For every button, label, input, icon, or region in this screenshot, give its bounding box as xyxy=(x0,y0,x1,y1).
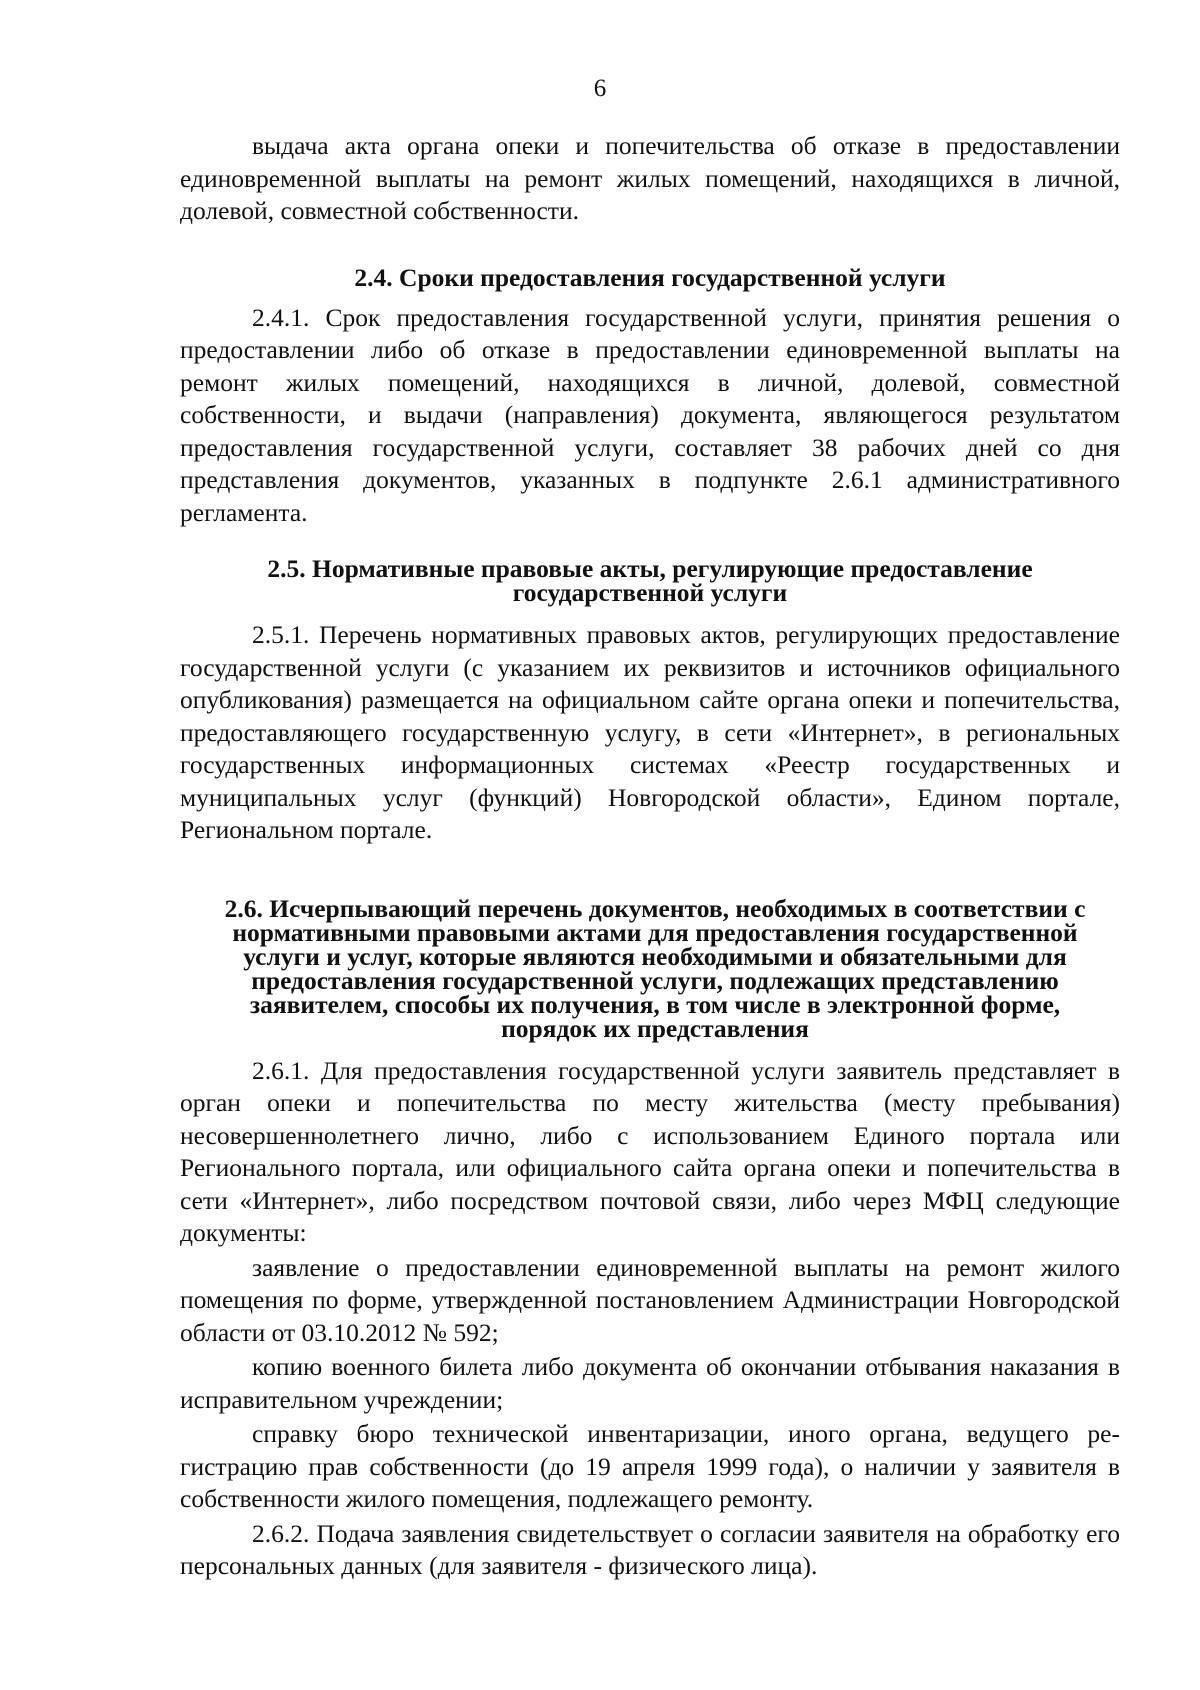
list-item-military-id: копию военного билета либо документа об окончании отбывания наказания в исправительном учреждении; xyxy=(180,1352,1120,1414)
paragraph-2-5-1: 2.5.1. Перечень нормативных правовых актов, регулирующих предоставление государственной услуги (с указанием их реквизитов и источников официального опубликования) размещается на официальном сайте органа опеки и попечительства, предоставляющего государственную услугу, в сети «Интернет», в региональных государственных информационных системах «Реестр государственных и муниципальных услуг (функций) Новгородской области», Едином портале, Региональном портале. xyxy=(180,620,1120,844)
paragraph-2-6-2: 2.6.2. Подача заявления свидетельствует о согласии заявителя на обработку его персональных данных (для заявителя - физического лица). xyxy=(180,1518,1120,1580)
list-item-bti-certificate: справку бюро технической инвентаризации, иного органа, ведущего регистрацию прав собственности (до 19 апреля 1999 года), о наличии у заявителя в собственности жилого помещения, подлежащего ремонту. xyxy=(180,1419,1120,1513)
page-number: 6 xyxy=(593,75,607,102)
paragraph-intro: выдача акта органа опеки и попечительства об отказе в предоставлении единовременной выплаты на ремонт жилых помещений, находящихся в личной, долевой, совместной собственности. xyxy=(180,131,1120,225)
paragraph-2-6-1: 2.6.1. Для предоставления государственной услуги заявитель представляет в орган опеки и попечительства по месту жительства (месту пребывания) несовершеннолетнего лично, либо с использованием Единого портала или Регионального портала, или официального сайта органа опеки и попечительства в сети «Интернет», либо посредством почтовой связи, либо через МФЦ следующие документы: xyxy=(180,1055,1120,1247)
section-heading-2-4: 2.4. Сроки предоставления государственной услуги xyxy=(354,262,946,292)
paragraph-2-4-1: 2.4.1. Срок предоставления государственной услуги, принятия решения о предоставлении либо об отказе в предоставлении единовременной выплаты на ремонт жилых помещений, находящихся в личной, долевой, совместной собственности, и выдачи (направления) документа, являющегося результатом предоставления государственной услуги, составляет 38 рабочих дней со дня представления документов, указанных в подпункте 2.6.1 административного регламента. xyxy=(180,302,1120,527)
section-heading-2-5: 2.5. Нормативные правовые акты, регулирующие предоставление государственной услуги xyxy=(267,554,1033,607)
section-heading-2-6: 2.6. Исчерпывающий перечень документов, необходимых в соответствии с нормативными правовыми актами для предоставления государственной услуги и услуг, которые являются необходимыми и обязательными для предоставления государственной услуги, подлежащих представлению заявителем, способы их получения, в том числе в электронной форме, порядок их представления xyxy=(224,893,1086,1043)
list-item-application: заявление о предоставлении единовременной выплаты на ремонт жилого помещения по форме, утвержденной постановлением Администрации Новгородской области от 03.10.2012 № 592; xyxy=(180,1252,1120,1347)
document-body xyxy=(180,130,1120,1583)
